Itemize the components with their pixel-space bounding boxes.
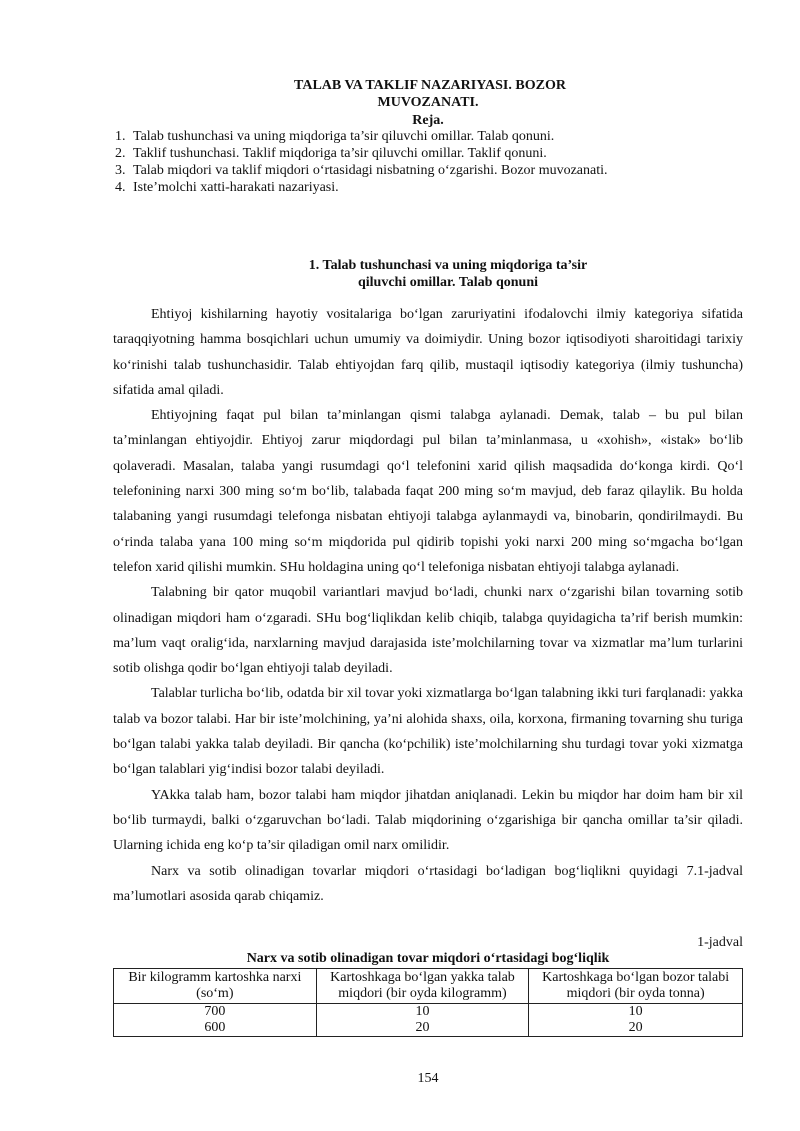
plan-item-number: 1. xyxy=(115,129,126,144)
plan-item xyxy=(113,179,743,196)
plan-item-number: 2. xyxy=(115,146,126,161)
paragraph: YAkka talab ham, bozor talabi ham miqdor jihatdan aniqlanadi. Lekin bu miqdor har doim ham bir xil bo‘lib turmaydi, balki o‘zgaruvchan bo‘ladi. Talab miqdorining o‘zgarishiga bir qancha omillar ta’sir qiladi. Ularning ichida eng ko‘p ta’sir qiladigan omil narx omilidir. xyxy=(113,787,743,854)
paragraph: Ehtiyoj kishilarning hayotiy vositalariga bo‘lgan zaruriyatini ifodalovchi ilmiy kategoriya sifatida taraqqiyotning hamma bosqichlari uchun umumiy va doimiydir. Uning bozor iqtisodiyoti sharoitidagi tarixiy ko‘rinishi talab tushunchasidir. Talab ehtiyojdan farq qilib, mustaqil iqtisodiy kategoriya (ilmiy tushuncha) sifatida amal qiladi. xyxy=(113,307,743,398)
body-text xyxy=(113,302,743,909)
table-title: Narx va sotib olinadigan tovar miqdori o‘rtasidagi bog‘liqlik xyxy=(246,951,610,966)
plan-item xyxy=(113,162,743,179)
plan-list xyxy=(113,128,743,196)
data-table xyxy=(113,968,743,1037)
table-label: 1-jadval xyxy=(697,935,743,950)
table-cell: 600 xyxy=(114,1020,317,1037)
table-header-cell: Kartoshkaga bo‘lgan bozor talabi miqdori (bir oyda tonna) xyxy=(529,969,743,1004)
document-title xyxy=(113,77,743,111)
table-row xyxy=(114,1004,743,1021)
plan-item-number: 4. xyxy=(115,180,126,195)
table-cell: 20 xyxy=(316,1020,529,1037)
plan-item-text: Iste’molchi xatti-harakati nazariyasi. xyxy=(133,180,339,195)
table-header-cell: Bir kilogramm kartoshka narxi (so‘m) xyxy=(114,969,317,1004)
table-cell: 10 xyxy=(529,1004,743,1021)
title-line-2: MUVOZANATI. xyxy=(377,95,479,110)
page-number: 154 xyxy=(417,1071,439,1086)
paragraph: Ehtiyojning faqat pul bilan ta’minlangan qismi talabga aylanadi. Demak, talab – bu pul bilan ta’minlangan ehtiyojdir. Ehtiyoj zarur miqdordagi pul bilan ta’minlanmasa, u «xohish», «istak» bo‘lib qolaveradi. Masalan, talaba yangi rusumdagi qo‘l telefonini xarid qilish maqsadida do‘konga kirdi. Qo‘l telefonining narxi 300 ming so‘m bo‘lib, talabada faqat 200 ming so‘m mavjud, deb faraz qilaylik. Bu holda talabaning yangi rusumdagi telefonga nisbatan ehtiyoji talabga aylanmaydi va, binobarin, qondirilmaydi. Bu o‘rinda talaba yana 100 ming so‘m miqdorida pul qidirib topishi yoki narxi 200 ming so‘mgacha bo‘lgan telefon xarid qilishi mumkin. SHu holdagina uning qo‘l telefoniga nisbatan ehtiyoji talabga aylanadi. xyxy=(113,408,743,575)
table-cell: 700 xyxy=(114,1004,317,1021)
table-row xyxy=(114,1020,743,1037)
table-header-cell: Kartoshkaga bo‘lgan yakka talab miqdori (bir oyda kilogramm) xyxy=(316,969,529,1004)
section-heading-line-2: qiluvchi omillar. Talab qonuni xyxy=(357,275,538,290)
table-cell: 20 xyxy=(529,1020,743,1037)
plan-item-text: Taklif tushunchasi. Taklif miqdoriga ta’sir qiluvchi omillar. Taklif qonuni. xyxy=(133,146,547,161)
table-cell: 10 xyxy=(316,1004,529,1021)
plan-item-text: Talab tushunchasi va uning miqdoriga ta’sir qiluvchi omillar. Talab qonuni. xyxy=(133,129,555,144)
section-heading-line-1: 1. Talab tushunchasi va uning miqdoriga ta’sir xyxy=(308,258,588,273)
table-header-row xyxy=(114,969,743,1004)
paragraph: Talablar turlicha bo‘lib, odatda bir xil tovar yoki xizmatlarga bo‘lgan talabning ikki turi farqlanadi: yakka talab va bozor talabi. Har bir iste’molchining, ya’ni alohida shaxs, oila, korxona, firmaning tovarning shu turiga bo‘lgan talabi yakka talab deyiladi. Bir qancha (ko‘pchilik) iste’molchilarning shu turdagi tovar yoki xizmatga bo‘lgan talablari yig‘indisi bozor talabi deyiladi. xyxy=(113,686,743,778)
plan-item xyxy=(113,128,743,145)
plan-item-text: Talab miqdori va taklif miqdori o‘rtasidagi nisbatning o‘zgarishi. Bozor muvozanati. xyxy=(133,163,608,178)
title-line-1: TALAB VA TAKLIF NAZARIYASI. BOZOR xyxy=(294,78,566,93)
paragraph: Narx va sotib olinadigan tovarlar miqdori o‘rtasidagi bo‘ladigan bog‘liqlikni quyidagi 7.1-jadval ma’lumotlari asosida qarab chiqamiz. xyxy=(113,863,743,904)
plan-item xyxy=(113,145,743,162)
plan-item-number: 3. xyxy=(115,163,126,178)
section-heading xyxy=(113,257,743,291)
plan-heading: Reja. xyxy=(412,113,444,128)
paragraph: Talabning bir qator muqobil variantlari mavjud bo‘ladi, chunki narx o‘zgarishi bilan tovarning sotib olinadigan miqdori ham o‘zgaradi. SHu bog‘liqlikdan kelib chiqib, talabga quyidagicha ta’rif berish mumkin: ma’lum vaqt oralig‘ida, narxlarning mavjud darajasida iste’molchilarning tovar va xizmatlar ma’lum turlarini sotib olishga qodir bo‘lgan ehtiyoji talab deyiladi. xyxy=(113,585,743,677)
